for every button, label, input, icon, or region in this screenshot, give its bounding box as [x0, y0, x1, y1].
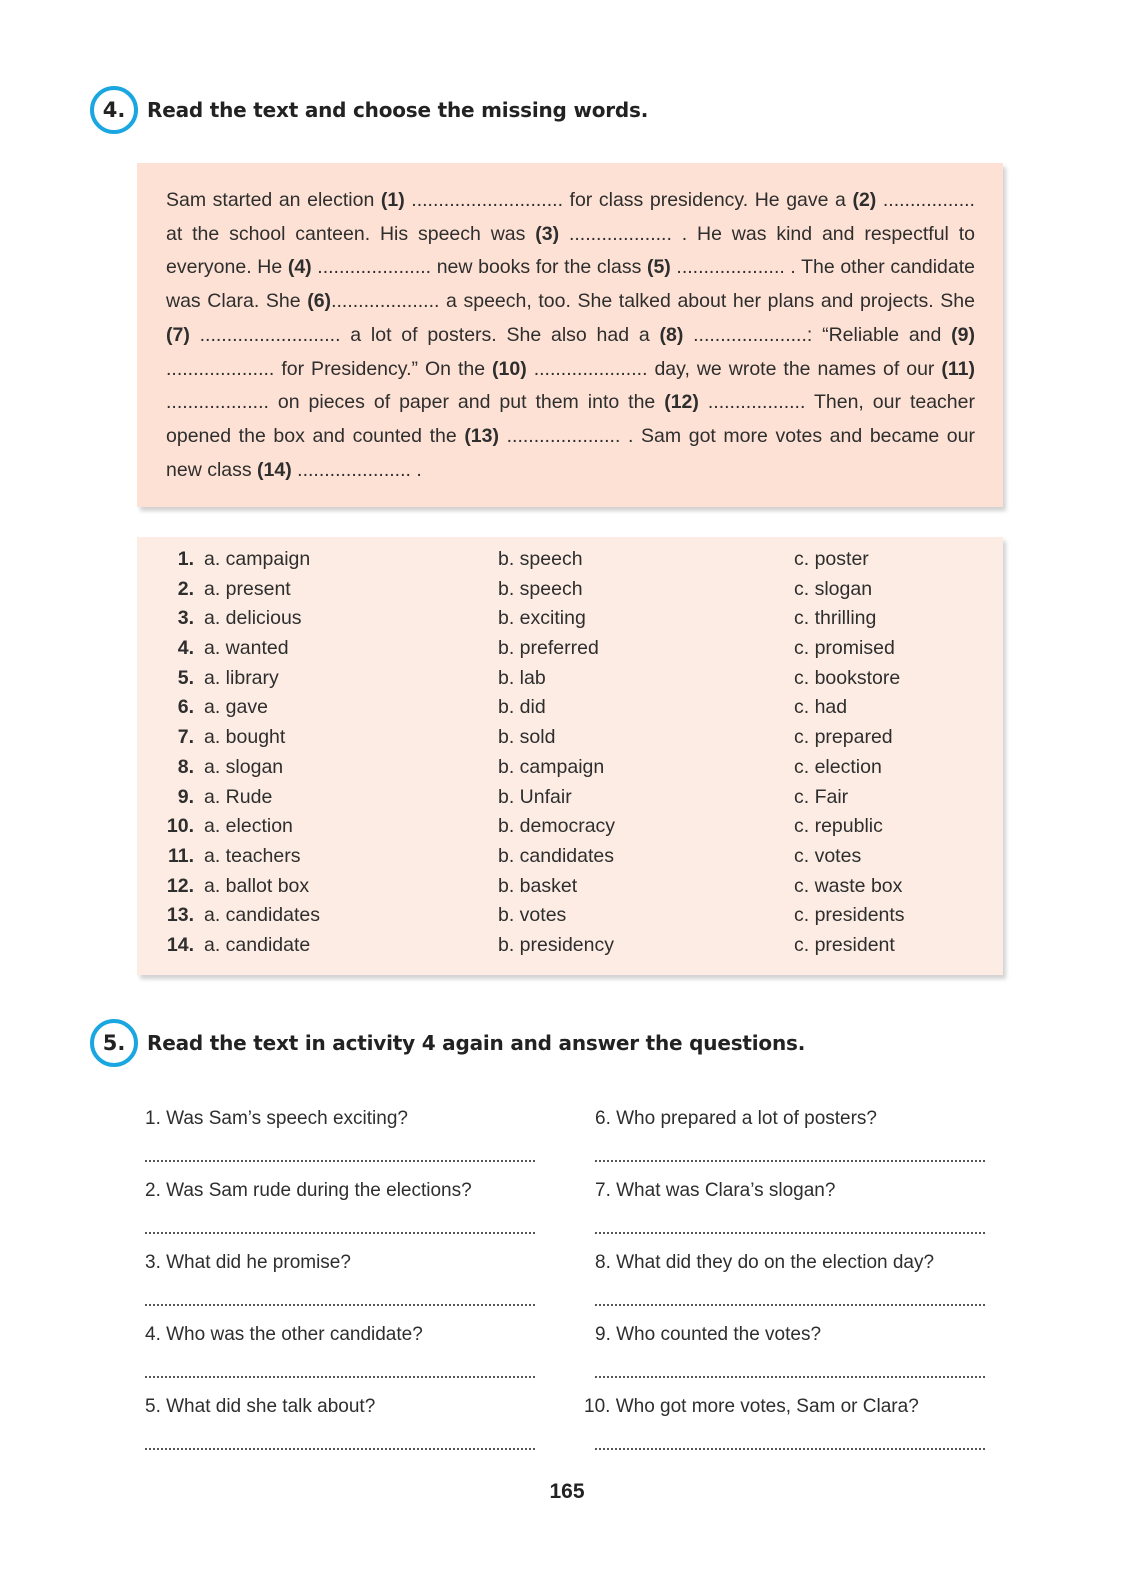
- option-c: c. promised: [794, 637, 895, 660]
- blank-number: (3): [535, 222, 560, 245]
- blank-number: (9): [951, 323, 975, 346]
- question-item: [595, 1252, 987, 1274]
- question-text: 6. Who prepared a lot of posters?: [595, 1108, 877, 1129]
- option-b: b. basket: [498, 874, 578, 897]
- blank-number: (7): [166, 323, 190, 346]
- blank-number: (2): [852, 189, 877, 211]
- option-a: a. Rude: [204, 785, 273, 808]
- option-number: 1.: [177, 548, 194, 570]
- text-segment: .......................... a lot of posters. She also had a: [189, 323, 660, 346]
- option-c: c. presidents: [794, 904, 905, 927]
- option-number: 3.: [177, 607, 194, 630]
- option-b: b. speech: [498, 577, 583, 600]
- option-c: c. had: [794, 696, 848, 719]
- question-text: 1. Was Sam’s speech exciting?: [145, 1108, 408, 1129]
- reading-text-box: [137, 163, 1003, 507]
- option-a: a. campaign: [204, 548, 311, 570]
- option-row: [137, 842, 1003, 872]
- answer-line[interactable]: [145, 1160, 535, 1162]
- option-c: c. poster: [794, 548, 869, 570]
- text-segment: .................. Then, our teacher opened the box and counted the: [166, 391, 975, 447]
- option-row: [137, 812, 1003, 842]
- option-b: b. lab: [498, 666, 546, 689]
- option-c: c. prepared: [794, 726, 893, 749]
- blank-number: (6): [307, 290, 332, 313]
- question-text: 2. Was Sam rude during the elections?: [145, 1180, 472, 1201]
- text-segment: ..................... . Sam got more votes and became our new class: [166, 424, 975, 481]
- option-number: 6.: [177, 696, 194, 719]
- text-segment: ..................... new books for the class: [311, 256, 647, 279]
- option-b: b. exciting: [498, 607, 586, 630]
- option-a: a. candidates: [204, 904, 321, 927]
- option-row: [137, 693, 1003, 723]
- option-c: c. republic: [794, 815, 883, 838]
- question-item: [145, 1108, 537, 1130]
- question-item: [584, 1396, 976, 1418]
- question-text: 10. Who got more votes, Sam or Clara?: [584, 1396, 919, 1417]
- option-row: [137, 604, 1003, 634]
- question-text: 9. Who counted the votes?: [595, 1324, 822, 1345]
- answer-line[interactable]: [145, 1304, 535, 1306]
- question-item: [595, 1108, 987, 1130]
- option-number: 8.: [177, 755, 194, 778]
- option-row: [137, 901, 1003, 931]
- option-b: b. preferred: [498, 637, 599, 660]
- blank-number: (5): [646, 256, 671, 279]
- exercise-4-header: [90, 86, 648, 134]
- option-a: a. bought: [204, 726, 286, 749]
- option-a: a. election: [204, 815, 293, 838]
- text-segment: ................... on pieces of paper and put them into the: [166, 391, 665, 414]
- option-number: 11.: [167, 844, 194, 867]
- option-b: b. Unfair: [498, 785, 572, 808]
- option-row: [137, 753, 1003, 783]
- option-c: c. Fair: [794, 785, 849, 808]
- option-number: 14.: [166, 933, 194, 956]
- option-row: [137, 872, 1003, 902]
- blank-number: (10): [492, 357, 527, 380]
- text-segment: Sam started an election: [166, 189, 381, 211]
- text-segment: ................. at the school canteen. His speech was: [166, 189, 975, 245]
- option-number: 9.: [177, 785, 194, 808]
- blank-number: (4): [287, 256, 312, 279]
- answer-line[interactable]: [595, 1448, 985, 1450]
- page-number: 165: [549, 1480, 585, 1503]
- text-segment: ..................... day, we wrote the names of our: [526, 357, 942, 380]
- option-c: c. slogan: [794, 577, 873, 600]
- blank-number: (8): [659, 323, 684, 346]
- question-item: [145, 1396, 537, 1418]
- option-number: 2.: [177, 577, 194, 600]
- question-text: 8. What did they do on the election day?: [595, 1252, 935, 1273]
- option-number: 10.: [166, 815, 194, 838]
- blank-number: (12): [664, 391, 699, 414]
- option-c: c. waste box: [794, 874, 903, 897]
- question-item: [145, 1324, 537, 1346]
- option-a: a. delicious: [204, 607, 302, 630]
- option-b: b. speech: [498, 548, 583, 570]
- answer-line[interactable]: [595, 1160, 985, 1162]
- option-c: c. president: [794, 933, 895, 956]
- text-segment: .....................: “Reliable and: [683, 323, 952, 346]
- text-segment: ..................... .: [291, 458, 422, 481]
- exercise-5-header: [90, 1019, 805, 1067]
- option-c: c. thrilling: [794, 607, 877, 630]
- answer-line[interactable]: [145, 1448, 535, 1450]
- option-number: 7.: [177, 726, 194, 749]
- blank-number: (11): [941, 357, 976, 380]
- option-a: a. library: [204, 666, 279, 689]
- option-row: [137, 783, 1003, 813]
- option-row: [137, 723, 1003, 753]
- blank-number: (13): [464, 424, 499, 447]
- question-item: [595, 1180, 987, 1202]
- option-number: 5.: [177, 666, 194, 689]
- option-a: a. ballot box: [204, 874, 310, 897]
- option-c: c. election: [794, 755, 882, 778]
- reading-text: [166, 184, 975, 487]
- option-b: b. presidency: [498, 933, 614, 956]
- option-row: [137, 664, 1003, 694]
- option-b: b. sold: [498, 726, 556, 749]
- option-b: b. candidates: [498, 844, 615, 867]
- option-a: a. candidate: [204, 933, 311, 956]
- option-number: 12.: [166, 874, 194, 897]
- exercise-5-number-badge: 5.: [90, 1019, 138, 1067]
- option-number: 4.: [177, 637, 194, 660]
- option-row: [137, 634, 1003, 664]
- text-segment: .................... . The other candidate was Clara. She: [166, 256, 975, 313]
- blank-number: (1): [380, 189, 405, 211]
- option-c: c. votes: [794, 844, 862, 867]
- option-c: c. bookstore: [794, 666, 901, 689]
- answer-line[interactable]: [595, 1304, 985, 1306]
- option-a: a. wanted: [204, 637, 289, 660]
- option-row: [137, 545, 1003, 575]
- text-segment: .................... a speech, too. She talked about her plans and projects. She: [331, 290, 975, 313]
- question-item: [145, 1252, 537, 1274]
- exercise-4-number-badge: 4.: [90, 86, 138, 134]
- answer-line[interactable]: [145, 1232, 535, 1234]
- text-segment: ................... . He was kind and respectful to everyone. He: [166, 222, 975, 279]
- option-a: a. teachers: [204, 844, 301, 867]
- option-a: a. slogan: [204, 755, 284, 778]
- option-row: [137, 931, 1003, 961]
- text-segment: .................... for Presidency.” On the: [166, 357, 493, 380]
- option-b: b. votes: [498, 904, 567, 927]
- question-text: 4. Who was the other candidate?: [145, 1324, 423, 1345]
- question-item: [595, 1324, 987, 1346]
- text-segment: ............................ for class presidency. He gave a: [404, 189, 853, 211]
- question-item: [145, 1180, 537, 1202]
- option-number: 13.: [166, 904, 194, 927]
- option-b: b. campaign: [498, 755, 605, 778]
- blank-number: (14): [257, 458, 292, 481]
- answer-line[interactable]: [145, 1376, 535, 1378]
- option-b: b. did: [498, 696, 546, 719]
- answer-line[interactable]: [595, 1232, 985, 1234]
- answer-line[interactable]: [595, 1376, 985, 1378]
- option-a: a. present: [204, 577, 291, 600]
- exercise-4-title: Read the text and choose the missing words.: [147, 98, 649, 122]
- option-a: a. gave: [204, 696, 268, 719]
- answer-options-box: [137, 537, 1003, 975]
- exercise-5-title: Read the text in activity 4 again and answer the questions.: [147, 1031, 806, 1055]
- option-row: [137, 575, 1003, 605]
- question-text: 7. What was Clara’s slogan?: [595, 1180, 836, 1201]
- option-b: b. democracy: [498, 815, 616, 838]
- question-text: 3. What did he promise?: [145, 1252, 351, 1273]
- question-text: 5. What did she talk about?: [145, 1396, 376, 1417]
